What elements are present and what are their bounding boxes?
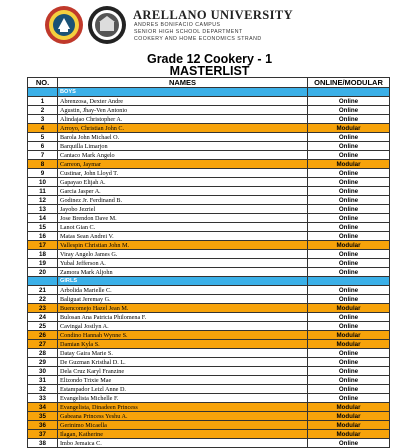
table-row [28, 412, 390, 421]
learning-mode: Online [308, 223, 390, 232]
student-number: 21 [28, 286, 58, 295]
student-number: 32 [28, 385, 58, 394]
student-name: Evangelista, Dinadeen Princess [58, 403, 308, 412]
student-name: Zamora Mark Aljohn [58, 268, 308, 277]
learning-mode: Online [308, 322, 390, 331]
student-number: 34 [28, 403, 58, 412]
student-number: 24 [28, 313, 58, 322]
student-name: Arroyo, Christian John C. [58, 124, 308, 133]
learning-mode: Online [308, 232, 390, 241]
student-number: 5 [28, 133, 58, 142]
student-name: Abrenzosa, Dexter Andre [58, 97, 308, 106]
table-row [28, 160, 390, 169]
student-name: Matas Sean Andrei V. [58, 232, 308, 241]
student-name: Gapayao Elijah A. [58, 178, 308, 187]
table-row [28, 295, 390, 304]
student-name: Estampador Leizl Anne D. [58, 385, 308, 394]
campus-seal-logo [87, 5, 127, 45]
table-row [28, 421, 390, 430]
student-name: Vallespin Christian John M. [58, 241, 308, 250]
student-name: Ilagan, Katherine [58, 430, 308, 439]
student-name: Datay Gaira Marie S. [58, 349, 308, 358]
student-number: 36 [28, 421, 58, 430]
table-row [28, 358, 390, 367]
table-row [28, 268, 390, 277]
learning-mode: Online [308, 349, 390, 358]
learning-mode: Online [308, 178, 390, 187]
table-row [28, 133, 390, 142]
student-name: Condino Hannah Wynne S. [58, 331, 308, 340]
student-number: 14 [28, 214, 58, 223]
table-row [28, 250, 390, 259]
student-number: 3 [28, 115, 58, 124]
student-name: De Guzman Kristhal D. L. [58, 358, 308, 367]
table-row [28, 430, 390, 439]
group-no-cell [28, 277, 58, 286]
learning-mode: Online [308, 142, 390, 151]
learning-mode: Modular [308, 124, 390, 133]
group-label: BOYS [58, 88, 308, 97]
learning-mode: Modular [308, 160, 390, 169]
student-number: 10 [28, 178, 58, 187]
student-number: 1 [28, 97, 58, 106]
student-number: 15 [28, 223, 58, 232]
table-row [28, 178, 390, 187]
group-header-row [28, 277, 390, 286]
learning-mode: Modular [308, 412, 390, 421]
student-name: Alindajao Christopher A. [58, 115, 308, 124]
table-row [28, 331, 390, 340]
learning-mode: Online [308, 250, 390, 259]
table-body [28, 88, 390, 448]
student-number: 8 [28, 160, 58, 169]
table-row [28, 394, 390, 403]
learning-mode: Online [308, 196, 390, 205]
table-row [28, 151, 390, 160]
table-row [28, 304, 390, 313]
table-row [28, 367, 390, 376]
student-name: Arbolida Marielle C. [58, 286, 308, 295]
student-name: Dela Cruz Karyl Franzine [58, 367, 308, 376]
student-name: Gerinimo Micaella [58, 421, 308, 430]
student-name: Evangelista Michelle F. [58, 394, 308, 403]
student-number: 28 [28, 349, 58, 358]
learning-mode: Online [308, 169, 390, 178]
student-number: 38 [28, 439, 58, 448]
learning-mode: Online [308, 205, 390, 214]
learning-mode: Online [308, 286, 390, 295]
table-row [28, 187, 390, 196]
student-name: Barquilla Limarjon [58, 142, 308, 151]
group-mode-cell [308, 277, 390, 286]
student-number: 23 [28, 304, 58, 313]
student-number: 11 [28, 187, 58, 196]
student-number: 22 [28, 295, 58, 304]
table-row [28, 349, 390, 358]
column-header-no: NO. [28, 78, 58, 88]
learning-mode: Online [308, 115, 390, 124]
student-name: Garcia Jasper A. [58, 187, 308, 196]
student-number: 6 [28, 142, 58, 151]
table-row [28, 322, 390, 331]
group-no-cell [28, 88, 58, 97]
student-number: 18 [28, 250, 58, 259]
student-name: Damian Kyla S. [58, 340, 308, 349]
column-header-names: NAMES [58, 78, 308, 88]
student-number: 31 [28, 376, 58, 385]
table-row [28, 142, 390, 151]
student-name: Yubal Jefferson A. [58, 259, 308, 268]
department-name: SENIOR HIGH SCHOOL DEPARTMENT [134, 29, 243, 35]
table-header-row [28, 78, 390, 88]
student-number: 26 [28, 331, 58, 340]
table-row [28, 205, 390, 214]
learning-mode: Online [308, 151, 390, 160]
student-number: 19 [28, 259, 58, 268]
table-row [28, 241, 390, 250]
student-name: Custinar, John Lloyd T. [58, 169, 308, 178]
learning-mode: Online [308, 439, 390, 448]
student-name: Carreon, Jaymar [58, 160, 308, 169]
table-row [28, 313, 390, 322]
student-number: 35 [28, 412, 58, 421]
table-row [28, 232, 390, 241]
masterlist-table [27, 77, 390, 448]
learning-mode: Modular [308, 331, 390, 340]
learning-mode: Online [308, 268, 390, 277]
student-number: 4 [28, 124, 58, 133]
learning-mode: Modular [308, 430, 390, 439]
table-row [28, 196, 390, 205]
student-number: 13 [28, 205, 58, 214]
student-name: Baliguat Jeremay G. [58, 295, 308, 304]
student-number: 12 [28, 196, 58, 205]
learning-mode: Online [308, 313, 390, 322]
student-name: Gabeana Princess Yeshu A. [58, 412, 308, 421]
table-row [28, 106, 390, 115]
table-row [28, 385, 390, 394]
table-row [28, 214, 390, 223]
learning-mode: Online [308, 133, 390, 142]
student-name: Viray Angelo James G. [58, 250, 308, 259]
learning-mode: Online [308, 187, 390, 196]
table-row [28, 439, 390, 448]
strand-name: COOKERY AND HOME ECONOMICS STRAND [134, 36, 262, 42]
student-number: 17 [28, 241, 58, 250]
student-number: 25 [28, 322, 58, 331]
table-row [28, 115, 390, 124]
student-name: Agustin, Jhay-Ven Antonio [58, 106, 308, 115]
student-name: Jayobo Jezriel [58, 205, 308, 214]
learning-mode: Online [308, 97, 390, 106]
table-row [28, 340, 390, 349]
learning-mode: Online [308, 367, 390, 376]
group-label: GIRLS [58, 277, 308, 286]
student-number: 27 [28, 340, 58, 349]
student-name: Buencomejo Hazel Jean M. [58, 304, 308, 313]
student-name: Lanot Gian C. [58, 223, 308, 232]
learning-mode: Modular [308, 421, 390, 430]
student-name: Bulosan Ana Patricia Philomena F. [58, 313, 308, 322]
list-title: MASTERLIST [169, 64, 250, 78]
student-number: 7 [28, 151, 58, 160]
student-name: Cavingal Jostlyn A. [58, 322, 308, 331]
learning-mode: Online [308, 106, 390, 115]
university-name: ARELLANO UNIVERSITY [133, 8, 294, 22]
learning-mode: Modular [308, 304, 390, 313]
learning-mode: Online [308, 376, 390, 385]
document-header [0, 0, 419, 50]
learning-mode: Modular [308, 241, 390, 250]
student-number: 2 [28, 106, 58, 115]
student-name: Cantaco Mark Angelo [58, 151, 308, 160]
learning-mode: Online [308, 385, 390, 394]
table-row [28, 286, 390, 295]
learning-mode: Online [308, 214, 390, 223]
campus-name: ANDRES BONIFACIO CAMPUS [134, 22, 221, 28]
university-seal-logo [44, 5, 84, 45]
student-number: 29 [28, 358, 58, 367]
student-number: 20 [28, 268, 58, 277]
student-name: Imbo Jemaica C. [58, 439, 308, 448]
table-row [28, 223, 390, 232]
column-header-mode: ONLINE/MODULAR [308, 78, 390, 88]
student-name: Elizondo Trixie Mae [58, 376, 308, 385]
group-mode-cell [308, 88, 390, 97]
table-row [28, 376, 390, 385]
student-name: Jose Brendon Dave M. [58, 214, 308, 223]
student-number: 37 [28, 430, 58, 439]
learning-mode: Modular [308, 340, 390, 349]
learning-mode: Online [308, 259, 390, 268]
student-number: 30 [28, 367, 58, 376]
learning-mode: Online [308, 394, 390, 403]
learning-mode: Online [308, 358, 390, 367]
student-number: 16 [28, 232, 58, 241]
table-row [28, 169, 390, 178]
learning-mode: Online [308, 295, 390, 304]
section-title: Grade 12 Cookery - 1 [146, 52, 273, 66]
table-row [28, 97, 390, 106]
student-name: Barola John Michael O. [58, 133, 308, 142]
table-row [28, 259, 390, 268]
student-number: 9 [28, 169, 58, 178]
learning-mode: Modular [308, 403, 390, 412]
table-row [28, 403, 390, 412]
student-number: 33 [28, 394, 58, 403]
group-header-row [28, 88, 390, 97]
table-row [28, 124, 390, 133]
student-name: Godinez Jr. Ferdinand B. [58, 196, 308, 205]
